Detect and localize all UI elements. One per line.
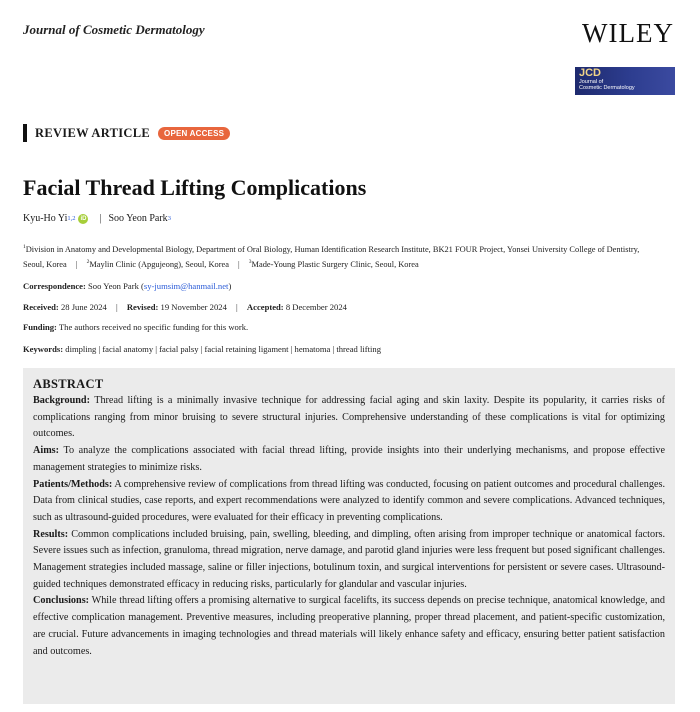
author-affiliation-sup[interactable]: 3 [167, 215, 171, 222]
accepted-date: 8 December 2024 [285, 302, 347, 312]
abstract-section-text: A comprehensive review of complications from thread lifting was conducted, focusing on patient outcomes and procedural challenges. Data from clinical studies, case reports, and expert recommendations were analyzed to identify common and severe complications. Advanced techniques, such as ultrasound-guided procedures, were evaluated for their efficacy in preventing complications. [33, 478, 666, 523]
abstract-methods [33, 477, 665, 527]
abstract-aims [33, 443, 665, 476]
affiliation-text: Division in Anatomy and Developmental Biology, Department of Oral Biology, Human Identification Research Institute, BK21 FOUR Project, Yonsei University College of Dentistry, Seoul, Korea [23, 244, 640, 270]
journal-logo-line1: Journal of [579, 79, 604, 85]
keywords-text[interactable]: dimpling | facial anatomy | facial palsy | facial retaining ligament | hematoma | thread lifting [65, 344, 381, 354]
abstract-section-label: Background: [33, 395, 90, 406]
article-type-row [23, 124, 230, 142]
correspondence-label: Correspondence: [23, 281, 86, 291]
affiliation-sup: 1 [23, 244, 26, 250]
open-access-badge: OPEN ACCESS [158, 127, 230, 140]
publisher-logo[interactable]: WILEY [582, 18, 674, 48]
date-separator: | [115, 302, 118, 312]
journal-cover-logo[interactable] [575, 67, 675, 95]
abstract-conclusions [33, 593, 665, 660]
abstract-heading: ABSTRACT [33, 377, 104, 391]
affiliations [23, 241, 653, 272]
journal-name[interactable]: Journal of Cosmetic Dermatology [23, 22, 205, 37]
abstract-section-label: Results: [33, 528, 69, 540]
author-separator: | [99, 213, 102, 224]
abstract-section-text: Common complications included bruising, pain, swelling, bleeding, and dimpling, often arising from improper technique or anatomical factors. Severe issues such as infection, granuloma, thread migration, nerve damage, and parotid gland injuries were less frequent but posed significant challenges. Management strategies included massage, saline or filler injections, botulinum toxin, and surgical interventions for persistent or severe cases. Ultrasound-guided techniques demonstrated efficacy in reducing risks, particularly for glandular and vascular injuries. [33, 528, 665, 590]
revised-label: Revised: [126, 302, 159, 312]
received-label: Received: [23, 302, 59, 312]
abstract-section-label: Conclusions: [33, 595, 90, 607]
article-title: Facial Thread Lifting Complications [23, 175, 367, 200]
abstract-section-label: Patients/Methods: [33, 478, 113, 490]
abstract-section-label: Aims: [33, 445, 60, 457]
revised-date: 19 November 2024 [160, 302, 227, 312]
keywords [23, 344, 381, 354]
correspondence [23, 281, 231, 291]
journal-logo-text [579, 79, 635, 91]
abstract-section-text: To analyze the complications associated with facial thread lifting, provide insights into their underlying mechanisms, and propose effective management strategies to minimize risks. [33, 445, 665, 473]
correspondence-name: Soo Yeon Park ( [88, 281, 144, 291]
journal-logo-abbrev: JCD [579, 67, 602, 79]
correspondence-email-link[interactable]: sy-jumsim@hanmail.net [143, 281, 229, 291]
abstract-results [33, 527, 665, 594]
affiliation-sup: 3 [248, 259, 252, 266]
orcid-icon[interactable]: iD [80, 215, 87, 222]
author-name[interactable]: Soo Yeon Park [108, 213, 168, 224]
funding-label: Funding: [23, 322, 57, 332]
affiliation-sup: 2 [86, 259, 90, 266]
accepted-label: Accepted: [246, 302, 284, 312]
correspondence-close: ) [228, 281, 232, 291]
abstract-section-text: While thread lifting offers a promising alternative to surgical facelifts, its success depends on precise technique, anatomical knowledge, and effective complication management. Preventive measures, including preoperative planning, proper thread placement, and patient-specific customization, are crucial. Future advancements in imaging technologies and thread materials will likely enhance safety and efficacy, ensuring better patient satisfaction and outcomes. [33, 595, 665, 657]
keywords-label: Keywords: [23, 344, 64, 354]
affiliation-text: Maylin Clinic (Apgujeong), Seoul, Korea [89, 260, 229, 270]
author-list [23, 213, 171, 224]
author-affiliation-sup[interactable]: 1,2 [67, 215, 76, 222]
author-name[interactable]: Kyu-Ho Yi [23, 213, 68, 224]
abstract-background [33, 393, 665, 443]
journal-logo-line2: Cosmetic Dermatology [579, 85, 635, 91]
funding-text: The authors received no specific funding for this work. [58, 322, 249, 332]
received-date: 28 June 2024 [60, 302, 107, 312]
funding [23, 322, 248, 332]
abstract-section-text: Thread lifting is a minimally invasive technique for addressing facial aging and skin laxity. Despite its popularity, it carries risks of complications ranging from minor bruising to severe structural injuries. Comprehensive understanding of these complications is vital for optimizing outcomes. [33, 395, 666, 440]
abstract-box [23, 368, 675, 704]
date-separator: | [236, 302, 238, 312]
affiliation-separator: | [238, 260, 240, 270]
affiliation-separator: | [75, 260, 78, 270]
article-type: REVIEW ARTICLE [35, 125, 151, 140]
affiliation-text: Made-Young Plastic Surgery Clinic, Seoul, Korea [251, 260, 419, 270]
article-dates [23, 302, 347, 312]
